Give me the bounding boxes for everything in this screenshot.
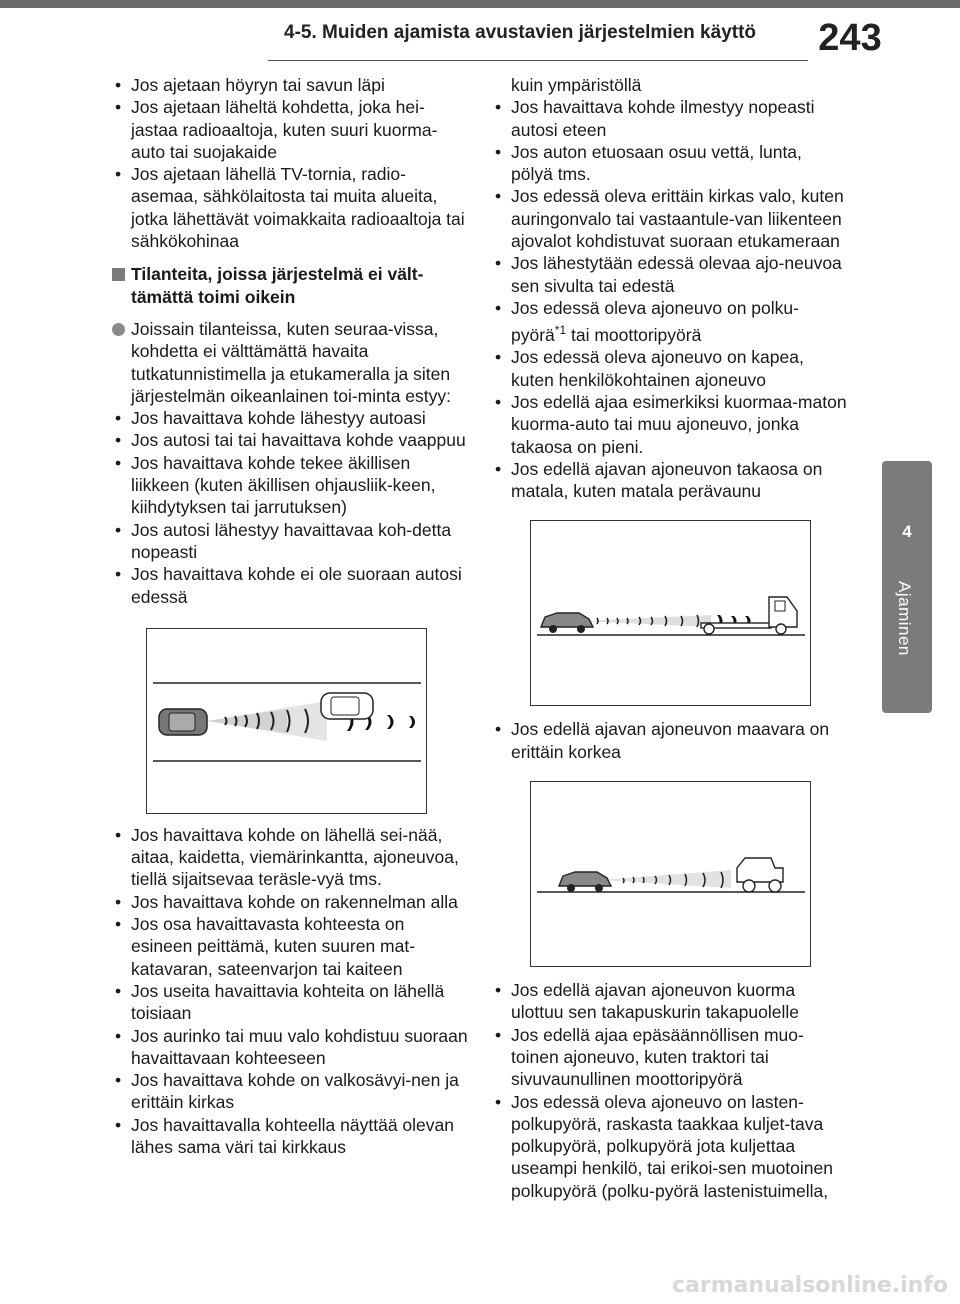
list-item-bicycle [492,297,848,346]
intro-text: Joissain tilanteissa, kuten seuraa-vissa, kohdetta ei välttämättä havaita tutkatunnistimella ja etukameralla ja siten järjestelmän oikeanlainen toi-minta estyy: [131,318,452,406]
right-column [492,74,848,1202]
list-item: • Jos autosi lähestyy havaittavaa koh-detta nopeasti [112,519,468,564]
list-item: • Jos edessä oleva ajoneuvo on kapea, kuten henkilökohtainen ajoneuvo [492,346,848,391]
bullet-list-top [112,74,468,252]
intro-paragraph [112,318,468,407]
ego-car-icon [559,872,611,892]
list-item: • Jos edellä ajavan ajoneuvon kuorma ulottuu sen takapuskurin takapuolelle [492,979,848,1024]
list-item: • Jos edellä ajavan ajoneuvon takaosa on matala, kuten matala perävaunu [492,458,848,503]
chapter-title: 4-5. Muiden ajamista avustavien järjestelmien käyttö [284,22,757,43]
list-item: • Jos autosi tai tai havaittava kohde vaappuu [112,429,468,451]
list-item: • Jos havaittava kohde on valkosävyi-nen ja erittäin kirkas [112,1069,468,1114]
header-band [0,0,960,8]
bullet-list-bottom-right [492,979,848,1202]
list-item: • Jos ajetaan läheltä kohdetta, joka hei-jastaa radioaaltoja, kuten suuri kuorma-auto tai suojakaide [112,96,468,163]
figure-approaching-vehicle [146,628,427,814]
bullet-list-ground-clearance [492,718,848,763]
chapter-side-tab [882,461,932,713]
bullet-list-top-right [492,96,848,502]
list-item: • Jos havaittava kohde tekee äkillisen liikkeen (kuten äkillisen ohjausliik-keen, kiihdytyksen tai jarrutuksen) [112,452,468,519]
ego-car-icon [159,709,207,735]
list-item: • Jos havaittavalla kohteella näyttää olevan lähes sama väri tai kirkkaus [112,1114,468,1159]
chapter-number: 4 [902,522,912,541]
list-item: • Jos ajetaan höyryn tai savun läpi [112,74,468,96]
list-item: • Jos auton etuosaan osuu vettä, lunta, pölyä tms. [492,141,848,186]
list-item: • Jos osa havaittavasta kohteesta on esineen peittämä, kuten suuren mat-katavaran, sateenvarjon tai kaiteen [112,913,468,980]
list-item: • Jos edessä oleva erittäin kirkas valo, kuten auringonvalo tai vastaantule-van liikenteen ajovalot kohdistuvat suoraan etukameraan [492,185,848,252]
list-item: • Jos useita havaittavia kohteita on lähellä toisiaan [112,980,468,1025]
watermark: carmanualsonline.info [672,1273,948,1298]
section-heading-text: Tilanteita, joissa järjestelmä ei vält-tämättä toimi oikein [131,264,424,307]
bullet-list-bottom [112,824,468,1158]
page-number: 243 [808,10,892,66]
car-detection-illustration [147,629,426,813]
bicycle-text-after: tai moottoripyörä [566,325,702,346]
section-heading [112,263,468,308]
list-item: • Jos edellä ajavan ajoneuvon maavara on erittäin korkea [492,718,848,763]
square-bullet-icon [112,268,125,281]
ego-car-icon [541,613,593,633]
list-item: • Jos havaittava kohde lähestyy autoasi [112,407,468,429]
target-car-icon [321,693,373,719]
left-column [112,74,468,1158]
list-item: • Jos havaittava kohde on rakennelman alla [112,891,468,913]
page-header [0,0,960,72]
list-item: • Jos edellä ajaa esimerkiksi kuormaa-maton kuorma-auto tai muu ajoneuvo, jonka takaosa on pieni. [492,391,848,458]
figure-low-trailer [530,520,811,706]
continuation-text: kuin ympäristöllä [511,75,642,95]
high-clearance-illustration [531,782,810,966]
list-item: • Jos aurinko tai muu valo kohdistuu suoraan havaittavaan kohteeseen [112,1025,468,1070]
list-item: • Jos havaittava kohde on lähellä sei-nää, aitaa, kaidetta, viemärinkantta, ajoneuvoa, tiellä sijaitsevaa teräsle-vyä tms. [112,824,468,891]
list-item: • Jos havaittava kohde ilmestyy nopeasti autosi eteen [492,96,848,141]
circle-bullet-icon [112,323,125,336]
list-item: • Jos edellä ajaa epäsäännöllisen muo-toinen ajoneuvo, kuten traktori tai sivuvaunullinen moottoripyörä [492,1024,848,1091]
list-item: • Jos ajetaan lähellä TV-tornia, radio-asemaa, sähkölaitosta tai muita alueita, jotka lähettävät voimakkaita radioaaltoja tai sähkökohinaa [112,163,468,252]
header-rule [268,60,888,61]
bicycle-text-before: Jos edessä oleva ajoneuvo on polku-pyörä [511,297,799,346]
figure-high-clearance [530,781,811,967]
footnote-mark: *1 [554,323,567,338]
list-item: • Jos lähestytään edessä olevaa ajo-neuvoa sen sivulta tai edestä [492,252,848,297]
truck-trailer-icon [701,597,797,634]
low-trailer-illustration [531,521,810,705]
list-item: • Jos havaittava kohde ei ole suoraan autosi edessä [112,563,468,608]
chapter-label: Ajaminen [895,581,914,656]
list-item: • Jos edessä oleva ajoneuvo on lasten-polkupyörä, raskasta taakkaa kuljet-tava polkupyörä, polkupyörä jota kuljettaa useampi henkilö, tai erikoi-sen muotoinen polkupyörä (polku-pyörä lastenistuimella, [492,1091,848,1202]
suv-icon [737,858,783,892]
bullet-list-mid [112,407,468,608]
